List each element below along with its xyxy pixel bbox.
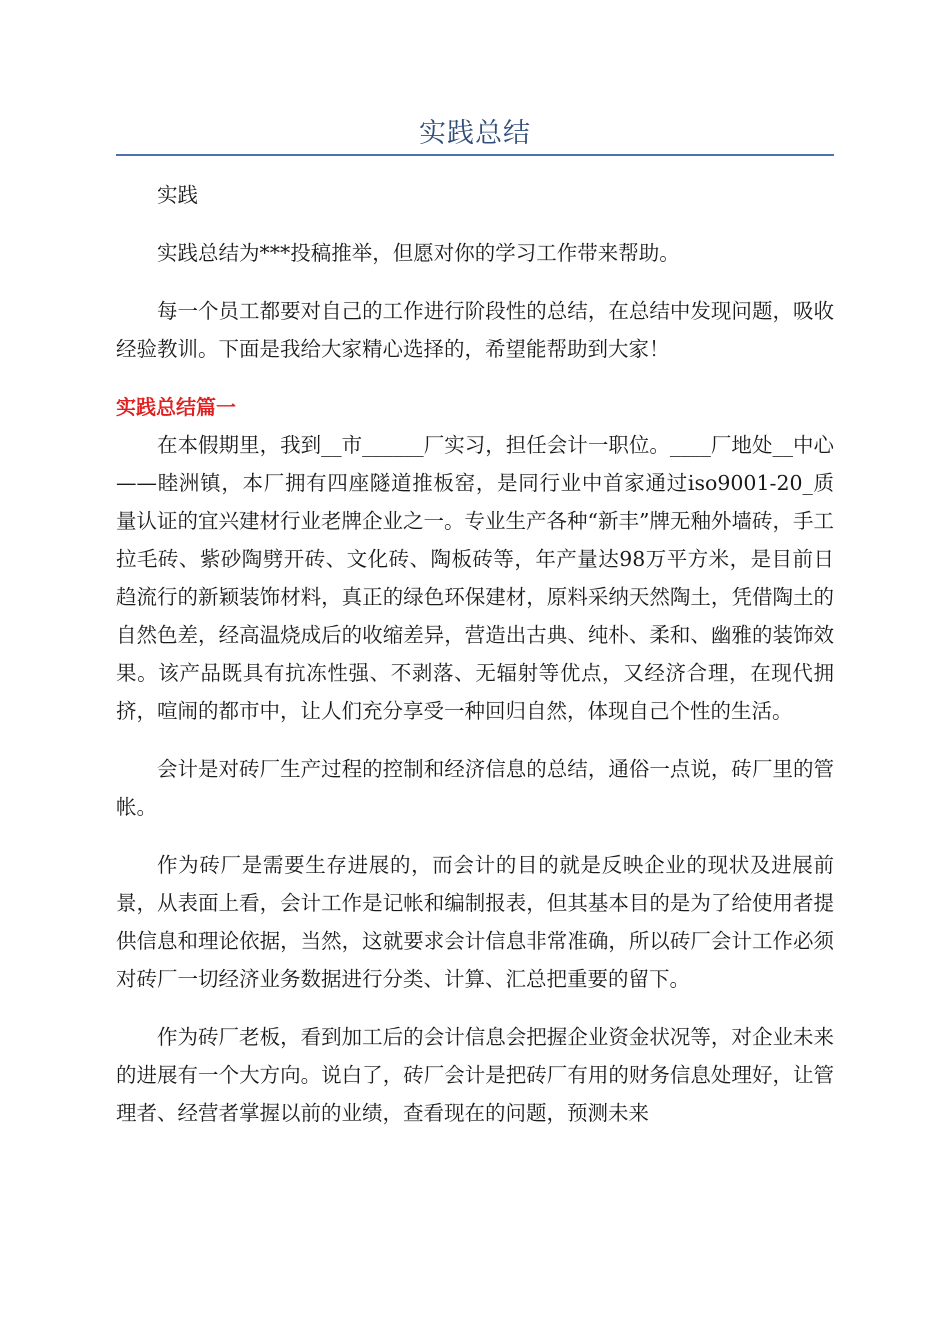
- document-body: [116, 176, 834, 1152]
- title-underline: [116, 154, 834, 156]
- paragraph: 实践总结为***投稿推举，但愿对你的学习工作带来帮助。: [157, 241, 680, 265]
- paragraph: 在本假期里，我到__市______厂实习，担任会计一职位。____厂地处__中心——睦洲镇，本厂拥有四座隧道推板窑，是同行业中首家通过iso9001-20_质量认证的宜兴建材行业老牌企业之一。专业生产各种“新丰”牌无釉外墙砖，手工拉毛砖、紫砂陶劈开砖、文化砖、陶板砖等，年产量达98万平方米，是目前日趋流行的新颖装饰材料，真正的绿色环保建材，原料采纳天然陶土，凭借陶土的自然色差，经高温烧成后的收缩差异，营造出古典、纯朴、柔和、幽雅的装饰效果。该产品既具有抗冻性强、不剥落、无辐射等优点，又经济合理，在现代拥挤，喧闹的都市中，让人们充分享受一种回归自然，体现自己个性的生活。: [116, 433, 834, 723]
- section-heading: 实践总结篇一: [116, 395, 236, 419]
- paragraph: 作为砖厂老板，看到加工后的会计信息会把握企业资金状况等，对企业未来的进展有一个大方向。说白了，砖厂会计是把砖厂有用的财务信息处理好，让管理者、经营者掌握以前的业绩，查看现在的问题，预测未来: [116, 1025, 834, 1125]
- paragraph: 会计是对砖厂生产过程的控制和经济信息的总结，通俗一点说，砖厂里的管帐。: [116, 757, 834, 819]
- paragraph: 每一个员工都要对自己的工作进行阶段性的总结，在总结中发现问题，吸收经验教训。下面是我给大家精心选择的，希望能帮助到大家！: [116, 299, 834, 361]
- paragraph: 实践: [157, 183, 198, 207]
- paragraph: 作为砖厂是需要生存进展的，而会计的目的就是反映企业的现状及进展前景，从表面上看，会计工作是记帐和编制报表，但其基本目的是为了给使用者提供信息和理论依据，当然，这就要求会计信息非常准确，所以砖厂会计工作必须对砖厂一切经济业务数据进行分类、计算、汇总把重要的留下。: [116, 853, 834, 991]
- document-title: 实践总结: [419, 118, 531, 149]
